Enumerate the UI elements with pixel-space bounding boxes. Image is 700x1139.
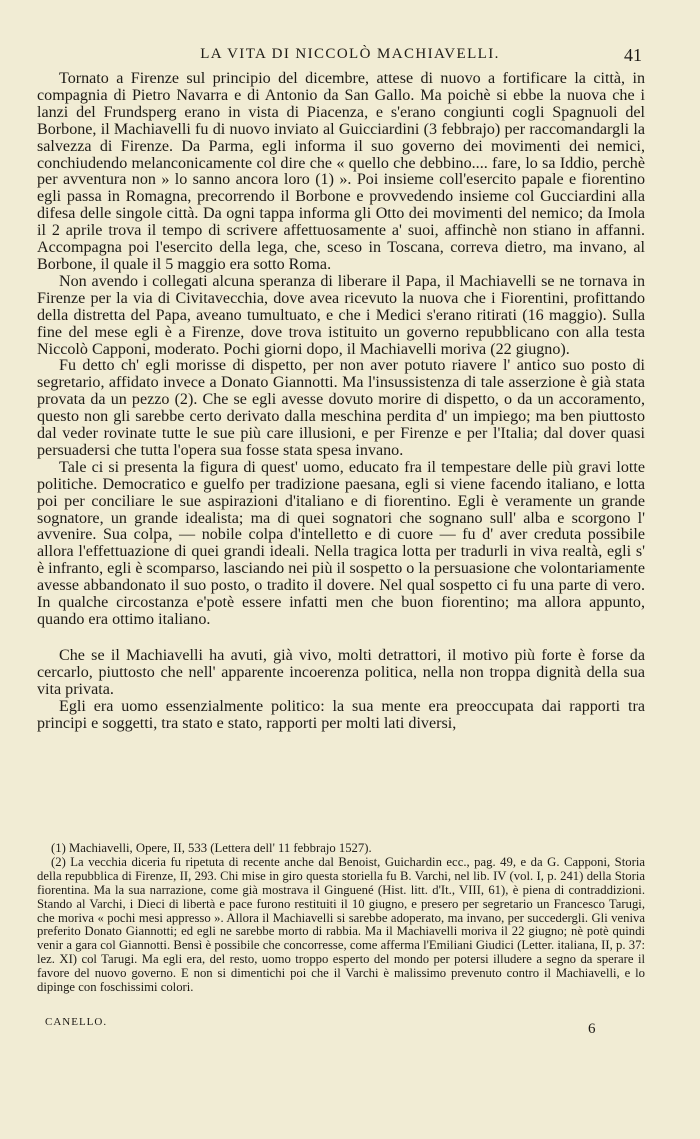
paragraph: Che se il Machiavelli ha avuti, già vivo, molti detrattori, il motivo più forte è forse da cercarlo, piuttosto che nell' apparente incoerenza politica, nella non troppa dignità della sua vita privata. [37, 646, 645, 698]
running-head [0, 46, 700, 70]
page-number: 41 [624, 45, 642, 65]
footnotes [37, 842, 645, 995]
paragraph: Egli era uomo essenzialmente politico: la sua mente era preoccupata dai rapporti tra principi e soggetti, tra stato e stato, rapporti per molti lati diversi, [37, 697, 645, 732]
body-text [37, 71, 645, 732]
paragraph: Tornato a Firenze sul principio del dicembre, attese di nuovo a fortificare la città, in compagnia di Pietro Navarra e di Antonio da San Gallo. Ma poichè si ebbe la nuova che i lanzi del Frundsperg erano in vista di Piacenza, e s'erano congiunti cogli Spagnuoli del Borbone, il Machiavelli fu di nuovo inviato al Guicciardini (3 febbrajo) per raccomandargli la salvezza di Firenze. Da Parma, egli informa il suo governo dei movimenti dei nemici, conchiudendo melanconicamente col dire che « quello che debbino.... fare, lo sa Iddio, perchè per avventura non » lo sanno ancora loro (1) ». Poi insieme coll'esercito papale e fiorentino egli passa in Romagna, precorrendo il Borbone e provvedendo insieme col Gucciardini alla difesa delle singole città. Da ogni tappa informa gli Otto dei movimenti del nemico; da Imola il 2 aprile trova il tempo di scrivere affettuosamente a' suoi, affinchè non stiano in affanni. Accompagna poi l'esercito della lega, che, sceso in Toscana, correva dietro, ma invano, al Borbone, il quale il 5 maggio era sotto Roma. [37, 70, 645, 273]
paragraph: Non avendo i collegati alcuna speranza di liberare il Papa, il Machiavelli se ne tornava in Firenze per la via di Civitavecchia, dove avea ricevuto la nuova che i Fiorentini, profittando della distretta del Papa, aveano tumultuato, e che i Medici s'erano ritirati (16 maggio). Sulla fine del mese egli è a Firenze, dove trova istituito un governo repubblicano con alla testa Niccolò Capponi, moderato. Pochi giorni dopo, il Machiavelli moriva (22 giugno). [37, 272, 645, 358]
sheet-number: 6 [588, 1021, 596, 1037]
signature-mark: CANELLO. [45, 1016, 108, 1028]
running-title: LA VITA DI NICCOLÒ MACHIAVELLI. [200, 46, 500, 62]
footnote: (2) La vecchia diceria fu ripetuta di recente anche dal Benoist, Guichardin ecc., pag. 49, e da G. Capponi, Storia della repubblica di Firenze, II, 293. Chi mise in giro questa storiella fu B. Varchi, nel lib. IV (vol. I, p. 241) della Storia fiorentina. Ma la sua narrazione, come già mostrava il Ginguené (Hist. litt. d'It., VIII, 61), è piena di contraddizioni. Stando al Varchi, i Dieci di libertà e pace furono restituiti il 10 giugno, e presero per segretario un Francesco Tarugi, che moriva « pochi mesi appresso ». Allora il Machiavelli si sarebbe adoperato, ma invano, per succedergli. Gli veniva preferito Donato Giannotti; ed egli ne sarebbe morto di rabbia. Ma il Machiavelli moriva il 22 giugno; nè potè quindi venir a gara col Giannotti. Bensì è possibile che concorresse, come afferma l'Emiliani Giudici (Letter. italiana, II, p. 37: lez. XI) col Tarugi. Ma egli era, del resto, uomo troppo esperto del mondo per potersi illudere a segno da sperare il favore del nuovo governo. E non si dimentichi poi che il Varchi è malissimo prevenuto contro il Machiavelli, e lo dipinge con foschissimi colori. [37, 854, 645, 995]
paragraph: Fu detto ch' egli morisse di dispetto, per non aver potuto riavere l' antico suo posto di segretario, affidato invece a Donato Giannotti. Ma l'insussistenza di tale asserzione è già stata provata da un pezzo (2). Che se egli avesse dovuto morire di dispetto, o da un accoramento, questo non gli sarebbe certo derivato dalla meschina perdita d' un impiego; ma ben piuttosto dal veder rovinate tutte le sue più care illusioni, e per Firenze e per l'Italia; dal dover quasi persuadersi che tutta l'opera sua fosse stata spesa invano. [37, 357, 645, 459]
footnote: (1) Machiavelli, Opere, II, 533 (Lettera dell' 11 febbrajo 1527). [51, 841, 372, 855]
paragraph: Tale ci si presenta la figura di quest' uomo, educato fra il tempestare delle più gravi lotte politiche. Democratico e guelfo per tradizione paesana, egli si viene facendo italiano, e lotta poi per conciliare le sue aspirazioni d'italiano e di fiorentino. Egli è veramente un grande sognatore, un grande idealista; ma di quei sognatori che sognano sull' alba e scorgono l' avvenire. Sua colpa, — nobile colpa d'intelletto e di cuore — fu d' aver creduta possibile allora l'effettuazione di quei grandi ideali. Nella tragica lotta per tradurli in viva realtà, egli s' è infranto, egli è scomparso, lasciando nei più il sospetto o la persuasione che volontariamente avesse abbandonato il suo posto, o tradito il dovere. Nel qual sospetto ci fu una parte di vero. In qualche circostanza e'potè essere infatti men che buon fiorentino; ma allora appunto, quando era ottimo italiano. [37, 458, 645, 628]
